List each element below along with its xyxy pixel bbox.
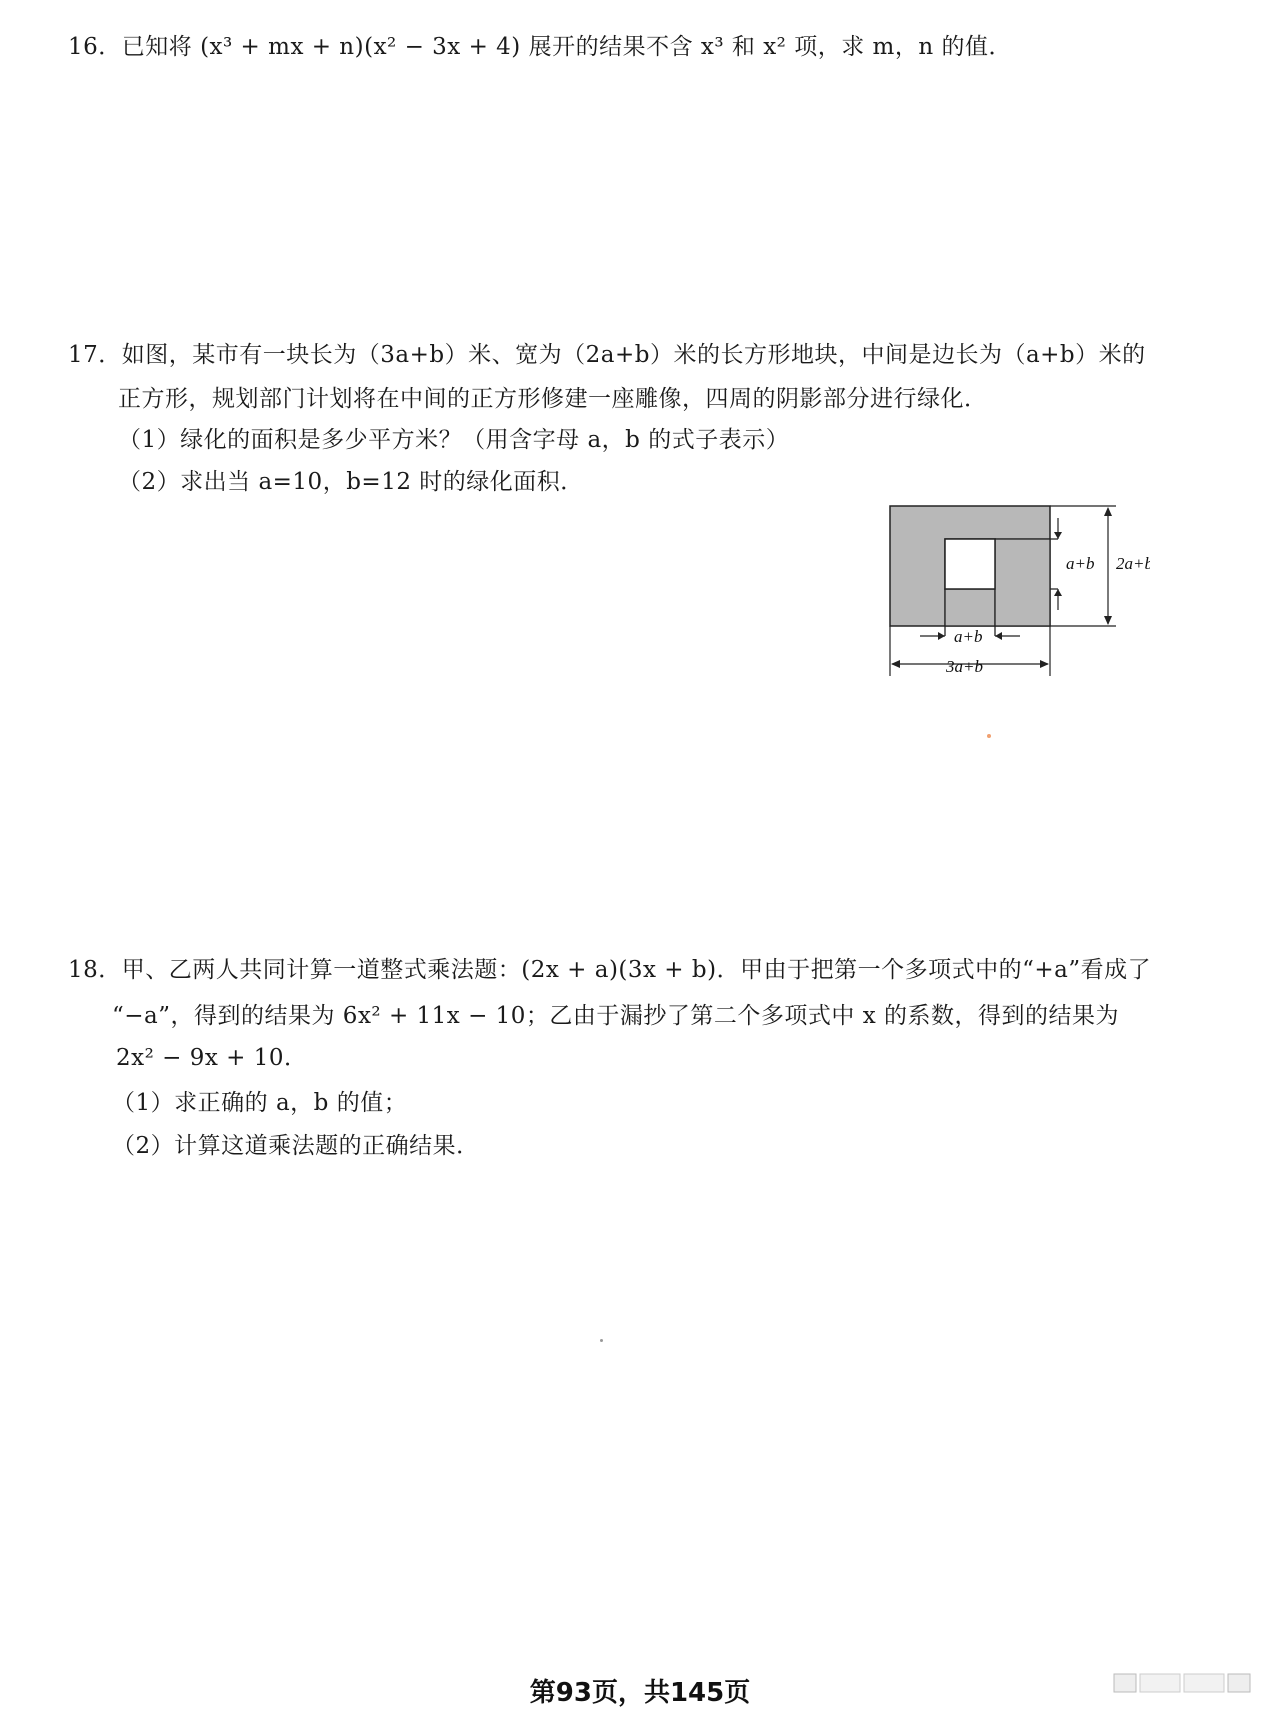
arrow-up-head (1054, 589, 1062, 596)
question-17-part-2: （2）求出当 a=10，b=12 时的绿化面积． (118, 469, 584, 495)
toolbar-bar-2 (1140, 1674, 1180, 1692)
question-18-line-1: 18．甲、乙两人共同计算一道整式乘法题：(2x + a)(3x + b)．甲由于把第一个多项式中的“+a”看成了 (68, 957, 1152, 983)
label-a-plus-b-horizontal: a+b (954, 627, 983, 646)
label-3a-plus-b: 3a+b (946, 657, 983, 676)
scan-speck (987, 734, 991, 738)
page-number: 第93页，共145页 (529, 1678, 751, 1708)
question-18-part-2: （2）计算这道乘法题的正确结果． (112, 1133, 480, 1159)
width-arrow-left (891, 660, 900, 668)
arrow-down-head (1054, 532, 1062, 539)
height-arrow-top (1104, 507, 1112, 516)
toolbar-icons (1112, 1668, 1272, 1696)
question-17-line-2: 正方形，规划部门计划将在中间的正方形修建一座雕像，四周的阴影部分进行绿化． (118, 386, 988, 412)
question-17-figure (880, 496, 1150, 700)
scan-speck (600, 1339, 603, 1342)
question-17-part-1: （1）绿化的面积是多少平方米？（用含字母 a，b 的式子表示） (118, 427, 790, 453)
question-17-line-1: 17．如图，某市有一块长为（3a+b）米、宽为（2a+b）米的长方形地块，中间是边长为（a+b）米的 (68, 342, 1146, 368)
arrow-left-head (995, 632, 1002, 640)
right-shade-cell (995, 539, 1050, 626)
question-18-line-3: 2x² − 9x + 10． (116, 1045, 308, 1071)
toolbar-bar-4 (1228, 1674, 1250, 1692)
label-a-plus-b-vertical: a+b (1066, 554, 1095, 573)
question-18-line-2: “−a”，得到的结果为 6x² + 11x − 10；乙由于漏抄了第二个多项式中 x 的系数，得到的结果为 (112, 1003, 1120, 1029)
question-18-part-1: （1）求正确的 a，b 的值； (112, 1090, 408, 1116)
land-diagram (880, 496, 1150, 696)
width-arrow-right (1040, 660, 1049, 668)
toolbar-bar-3 (1184, 1674, 1224, 1692)
toolbar-bar-1 (1114, 1674, 1136, 1692)
question-16: 16．已知将 (x³ + mx + n)(x² − 3x + 4) 展开的结果不含 x³ 和 x² 项，求 m，n 的值． (68, 34, 1012, 60)
inner-square-redraw (945, 539, 995, 589)
arrow-right-head (938, 632, 945, 640)
viewer-toolbar (1112, 1668, 1272, 1696)
label-2a-plus-b: 2a+b (1116, 554, 1150, 573)
lower-shade-left (945, 589, 995, 626)
height-arrow-bottom (1104, 616, 1112, 625)
